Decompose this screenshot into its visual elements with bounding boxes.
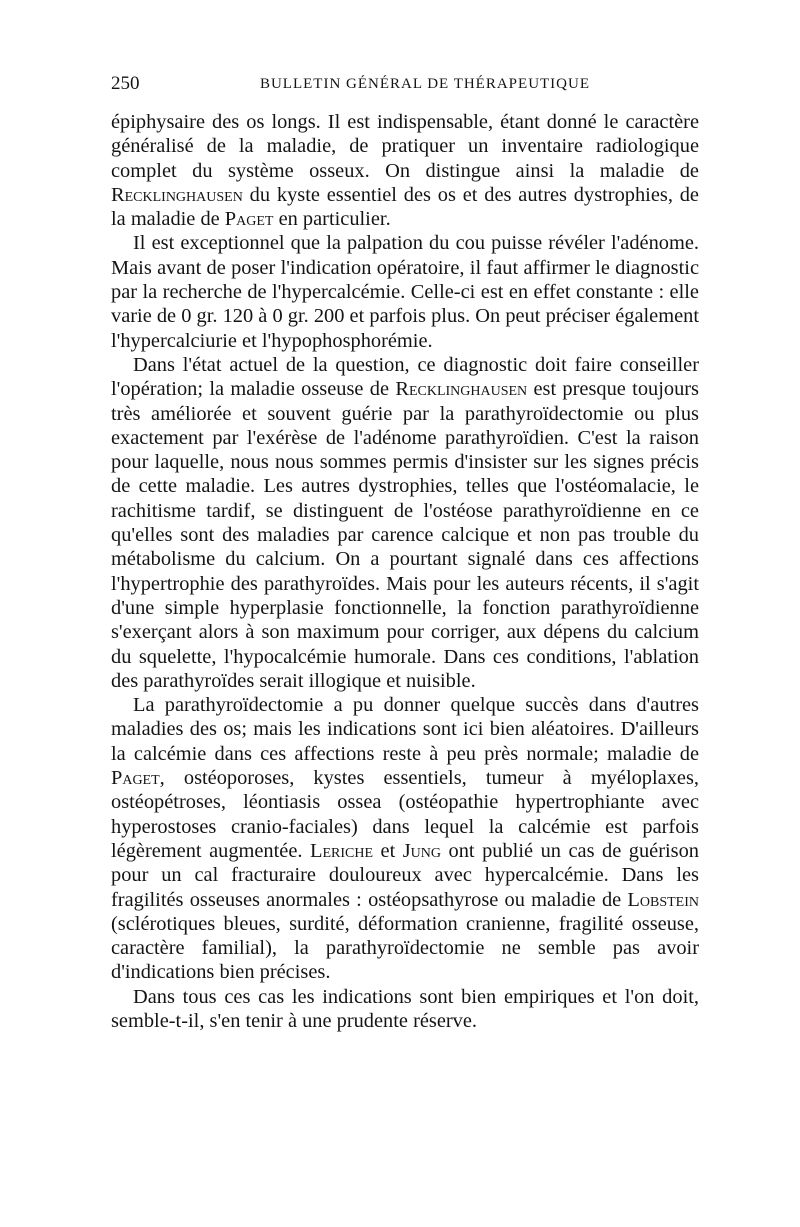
body-text bbox=[111, 110, 699, 1033]
author-name: Lobstein bbox=[627, 888, 699, 911]
document-page bbox=[111, 70, 699, 1033]
paragraph-4: La parathyroïdectomie a pu donner quelque succès dans d'autres maladies des os; mais les indications sont ici bien aléatoires. D'ailleurs la calcémie dans ces affections reste à peu près normale; maladie de Paget, ostéoporoses, kystes essentiels, tumeur à myéloplaxes, ostéopétroses, léontiasis ossea (ostéopathie hypertrophiante avec hyperostoses cranio-faciales) dans lequel la calcémie est parfois légèrement augmentée. Leriche et Jung ont publié un cas de guérison pour un cal fracturaire douloureux avec hypercalcémie. Dans les fragilités osseuses anormales : ostéopsathyrose ou maladie de Lobstein (sclérotiques bleues, surdité, déformation cranienne, fragilité osseuse, caractère familial), la parathyroïdectomie ne semble pas avoir d'indications bien précises. bbox=[111, 694, 699, 984]
author-name: Recklinghausen bbox=[111, 183, 243, 206]
author-name: Paget bbox=[111, 767, 160, 790]
author-name: Recklinghausen bbox=[395, 378, 528, 401]
page-header bbox=[111, 70, 699, 100]
paragraph-2: Il est exceptionnel que la palpation du cou puisse révéler l'adénome. Mais avant de poser l'indication opératoire, il faut affirmer le diagnostic par la recherche de l'hypercalcémie. Celle-ci est en effet constante : elle varie de 0 gr. 120 à 0 gr. 200 et parfois plus. On peut préciser également l'hypercalciurie et l'hypophosphorémie. bbox=[111, 232, 699, 352]
author-name: Paget bbox=[224, 208, 274, 231]
author-name: Leriche bbox=[310, 839, 374, 862]
paragraph-3: Dans l'état actuel de la question, ce diagnostic doit faire conseiller l'opération; la maladie osseuse de Recklinghausen est presque toujours très améliorée et souvent guérie par la parathyroïdectomie ou plus exactement par l'exérèse de l'adénome parathyroïdien. C'est la raison pour laquelle, nous nous sommes permis d'insister sur les signes précis de cette maladie. Les autres dystrophies, telles que l'ostéomalacie, le rachitisme tardif, se distinguent de l'ostéose parathyroïdienne en ce qu'elles sont des maladies par carence calcique et non pas trouble du métabolisme du calcium. On a pourtant signalé dans ces affections l'hypertrophie des parathyroïdes. Mais pour les auteurs récents, il s'agit d'une simple hyperplasie fonctionnelle, la fonction parathyroïdienne s'exerçant alors à son maximum pour corriger, aux dépens du calcium du squelette, l'hypocalcémie humorale. Dans ces conditions, l'ablation des parathyroïdes serait illogique et nuisible. bbox=[111, 353, 699, 692]
running-title: BULLETIN GÉNÉRAL DE THÉRAPEUTIQUE bbox=[259, 76, 591, 92]
paragraph-5: Dans tous ces cas les indications sont bien empiriques et l'on doit, semble-t-il, s'en tenir à une prudente réserve. bbox=[111, 985, 699, 1032]
author-name: Jung bbox=[402, 839, 442, 862]
paragraph-1: épiphysaire des os longs. Il est indispensable, étant donné le caractère généralisé de la maladie, de pratiquer un inventaire radiologique complet du système osseux. On distingue ainsi la maladie de Recklinghausen du kyste essentiel des os et des autres dystrophies, de la maladie de Paget en particulier. bbox=[111, 111, 699, 231]
page-number: 250 bbox=[111, 73, 140, 94]
